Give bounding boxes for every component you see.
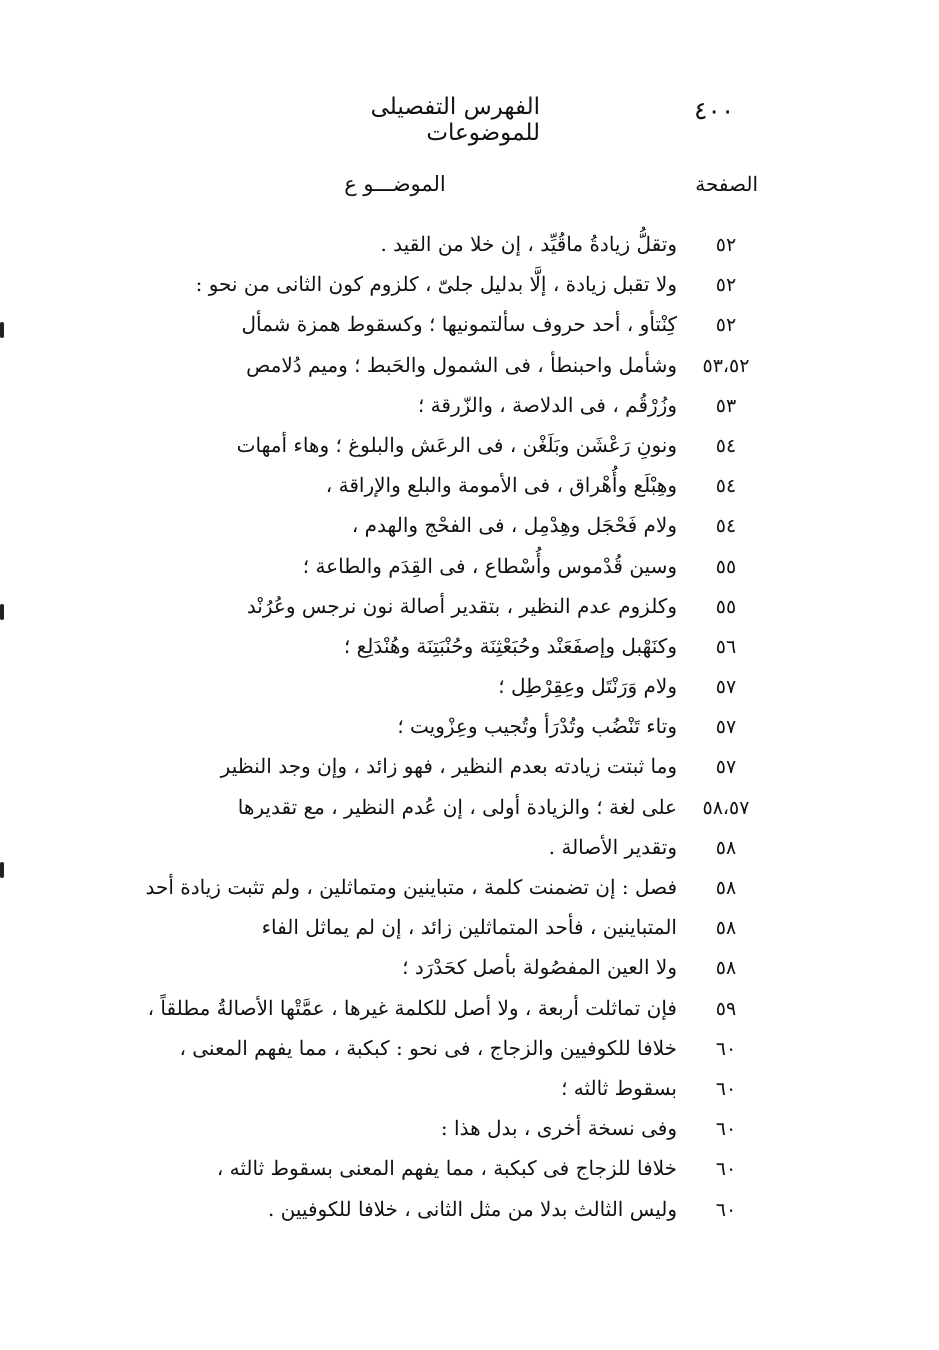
index-entry	[0, 592, 939, 632]
entry-page-number: ٥٤	[715, 515, 737, 538]
index-entries	[0, 230, 939, 1235]
entry-page-number: ٥٧	[715, 676, 737, 699]
entry-text: وكنَهْبل وإصفَعَنْد وحُبَعْثِنَة وحُنْبَتِنَة وهُنْدَلِع ؛	[343, 633, 677, 658]
entry-text: وشأمل واحبنطأ ، فى الشمول والحَبط ؛ وميم دُلامص	[246, 352, 677, 377]
entry-text: ولام فَحْجَل وهِدْمِل ، فى الفحْج والهدم ،	[351, 513, 677, 538]
entry-page-number: ٦٠	[715, 1037, 737, 1060]
index-entry	[0, 1074, 939, 1114]
entry-text: على لغة ؛ والزيادة أولى ، إن عُدم النظير ، مع تقديرها	[237, 794, 677, 819]
entry-text: المتباينين ، فأحد المتماثلين زائد ، إن لم يماثل الفاء	[261, 915, 677, 940]
index-entry	[0, 994, 939, 1034]
entry-page-number: ٦٠	[715, 1158, 737, 1181]
index-entry	[0, 471, 939, 511]
entry-text: وفى نسخة أخرى ، بدل هذا :	[440, 1116, 677, 1141]
entry-page-number: ٦٠	[715, 1198, 737, 1221]
entry-page-number: ٥٢	[715, 274, 737, 297]
entry-text: وسين قُدْموس وأُسْطاع ، فى القِدَم والطاعة ؛	[302, 553, 677, 578]
entry-page-number: ٥٨	[715, 836, 737, 859]
index-entry	[0, 632, 939, 672]
index-entry	[0, 672, 939, 712]
entry-text: ونونِ رَعْشَن وبَلَغْن ، فى الرعَش والبلوغ ؛ وهاء أمهات	[236, 432, 677, 457]
index-entry	[0, 310, 939, 350]
entry-text: خلافا للكوفيين والزجاج ، فى نحو : كبكبة ، مما يفهم المعنى ،	[179, 1035, 677, 1060]
index-entry	[0, 1034, 939, 1074]
entry-page-number: ٥٦	[715, 635, 737, 658]
entry-text: ولا تقبل زيادة ، إلَّا بدليل جلىّ ، كلزوم كون الثانى من نحو :	[195, 272, 677, 297]
page-number: ٤٠٠	[694, 96, 735, 125]
entry-text: وتاء تَنْضُب وتُدْرَأ وتُجيب وعِزْويت ؛	[397, 714, 677, 739]
index-entry	[0, 1195, 939, 1235]
entry-page-number: ٥٣	[715, 394, 737, 417]
entry-page-number: ٥٨،٥٧	[702, 796, 750, 819]
entry-text: وتقدير الأصالة .	[548, 834, 677, 859]
entry-text: خلافا للزجاج فى كبكبة ، مما يفهم المعنى بسقوط ثالثه ،	[216, 1156, 677, 1181]
index-entry	[0, 953, 939, 993]
entry-page-number: ٥٢	[715, 234, 737, 256]
entry-text: وكلزوم عدم النظير ، بتقدير أصالة نون نرجس وعُرُنْد	[246, 593, 677, 618]
index-entry	[0, 873, 939, 913]
entry-page-number: ٥٨	[715, 957, 737, 980]
index-entry	[0, 712, 939, 752]
entry-page-number: ٥٧	[715, 716, 737, 739]
column-header-page: الصفحة	[695, 172, 758, 196]
entry-text: بسقوط ثالثه ؛	[561, 1075, 677, 1100]
index-entry	[0, 833, 939, 873]
entry-text: وتقلُّ زيادةُ ماقُيِّد ، إن خلا من القيد .	[380, 232, 677, 256]
entry-page-number: ٥٨	[715, 917, 737, 940]
index-entry	[0, 793, 939, 833]
index-entry	[0, 351, 939, 391]
index-entry	[0, 511, 939, 551]
entry-page-number: ٥٤	[715, 434, 737, 457]
index-entry	[0, 391, 939, 431]
entry-page-number: ٥٩	[715, 997, 737, 1020]
index-entry	[0, 552, 939, 592]
entry-text: فصل : إن تضمنت كلمة ، متباينين ومتماثلين ، ولم تثبت زيادة أحد	[145, 875, 677, 899]
index-entry	[0, 431, 939, 471]
entry-page-number: ٦٠	[715, 1077, 737, 1100]
scan-margin-mark	[0, 322, 4, 338]
entry-page-number: ٦٠	[715, 1118, 737, 1141]
column-header-topic: الموضـــو ع	[344, 172, 446, 196]
entry-page-number: ٥٧	[715, 756, 737, 779]
index-entry	[0, 913, 939, 953]
entry-text: وما ثبتت زيادته بعدم النظير ، فهو زائد ، وإن وجد النظير	[220, 754, 677, 779]
entry-text: وزُرْقُم ، فى الدلاصة ، والزّرقة ؛	[417, 392, 677, 417]
index-entry	[0, 270, 939, 310]
entry-text: ولام وَرَنْتَل وعِقِرْطِل ؛	[498, 674, 677, 699]
scan-margin-mark	[0, 862, 4, 878]
entry-text: وهِبْلَع وأُهْراق ، فى الأمومة والبلع والإراقة ،	[325, 473, 677, 498]
entry-page-number: ٥٥	[715, 595, 737, 618]
entry-text: وليس الثالث بدلا من مثل الثانى ، خلافا للكوفيين .	[267, 1196, 677, 1221]
entry-text: ولا العين المفصُولة بأصل كحَدْرَد ؛	[402, 955, 677, 980]
index-entry	[0, 1114, 939, 1154]
entry-text: فإن تماثلت أربعة ، ولا أصل للكلمة غيرها ، عمَّتْها الأصالةُ مطلقاً ،	[147, 995, 677, 1020]
entry-page-number: ٥٣،٥٢	[702, 354, 750, 377]
entry-page-number: ٥٥	[715, 555, 737, 578]
running-title: الفهرس التفصيلى للموضوعات	[370, 94, 540, 146]
index-entry	[0, 752, 939, 792]
entry-page-number: ٥٢	[715, 314, 737, 337]
entry-page-number: ٥٨	[715, 877, 737, 899]
index-entry	[0, 1154, 939, 1194]
index-entry	[0, 230, 939, 270]
scan-margin-mark	[0, 604, 4, 620]
entry-text: كِنْتأو ، أحد حروف سألتمونيها ؛ وكسقوط همزة شمأل	[241, 312, 677, 337]
entry-page-number: ٥٤	[715, 475, 737, 498]
